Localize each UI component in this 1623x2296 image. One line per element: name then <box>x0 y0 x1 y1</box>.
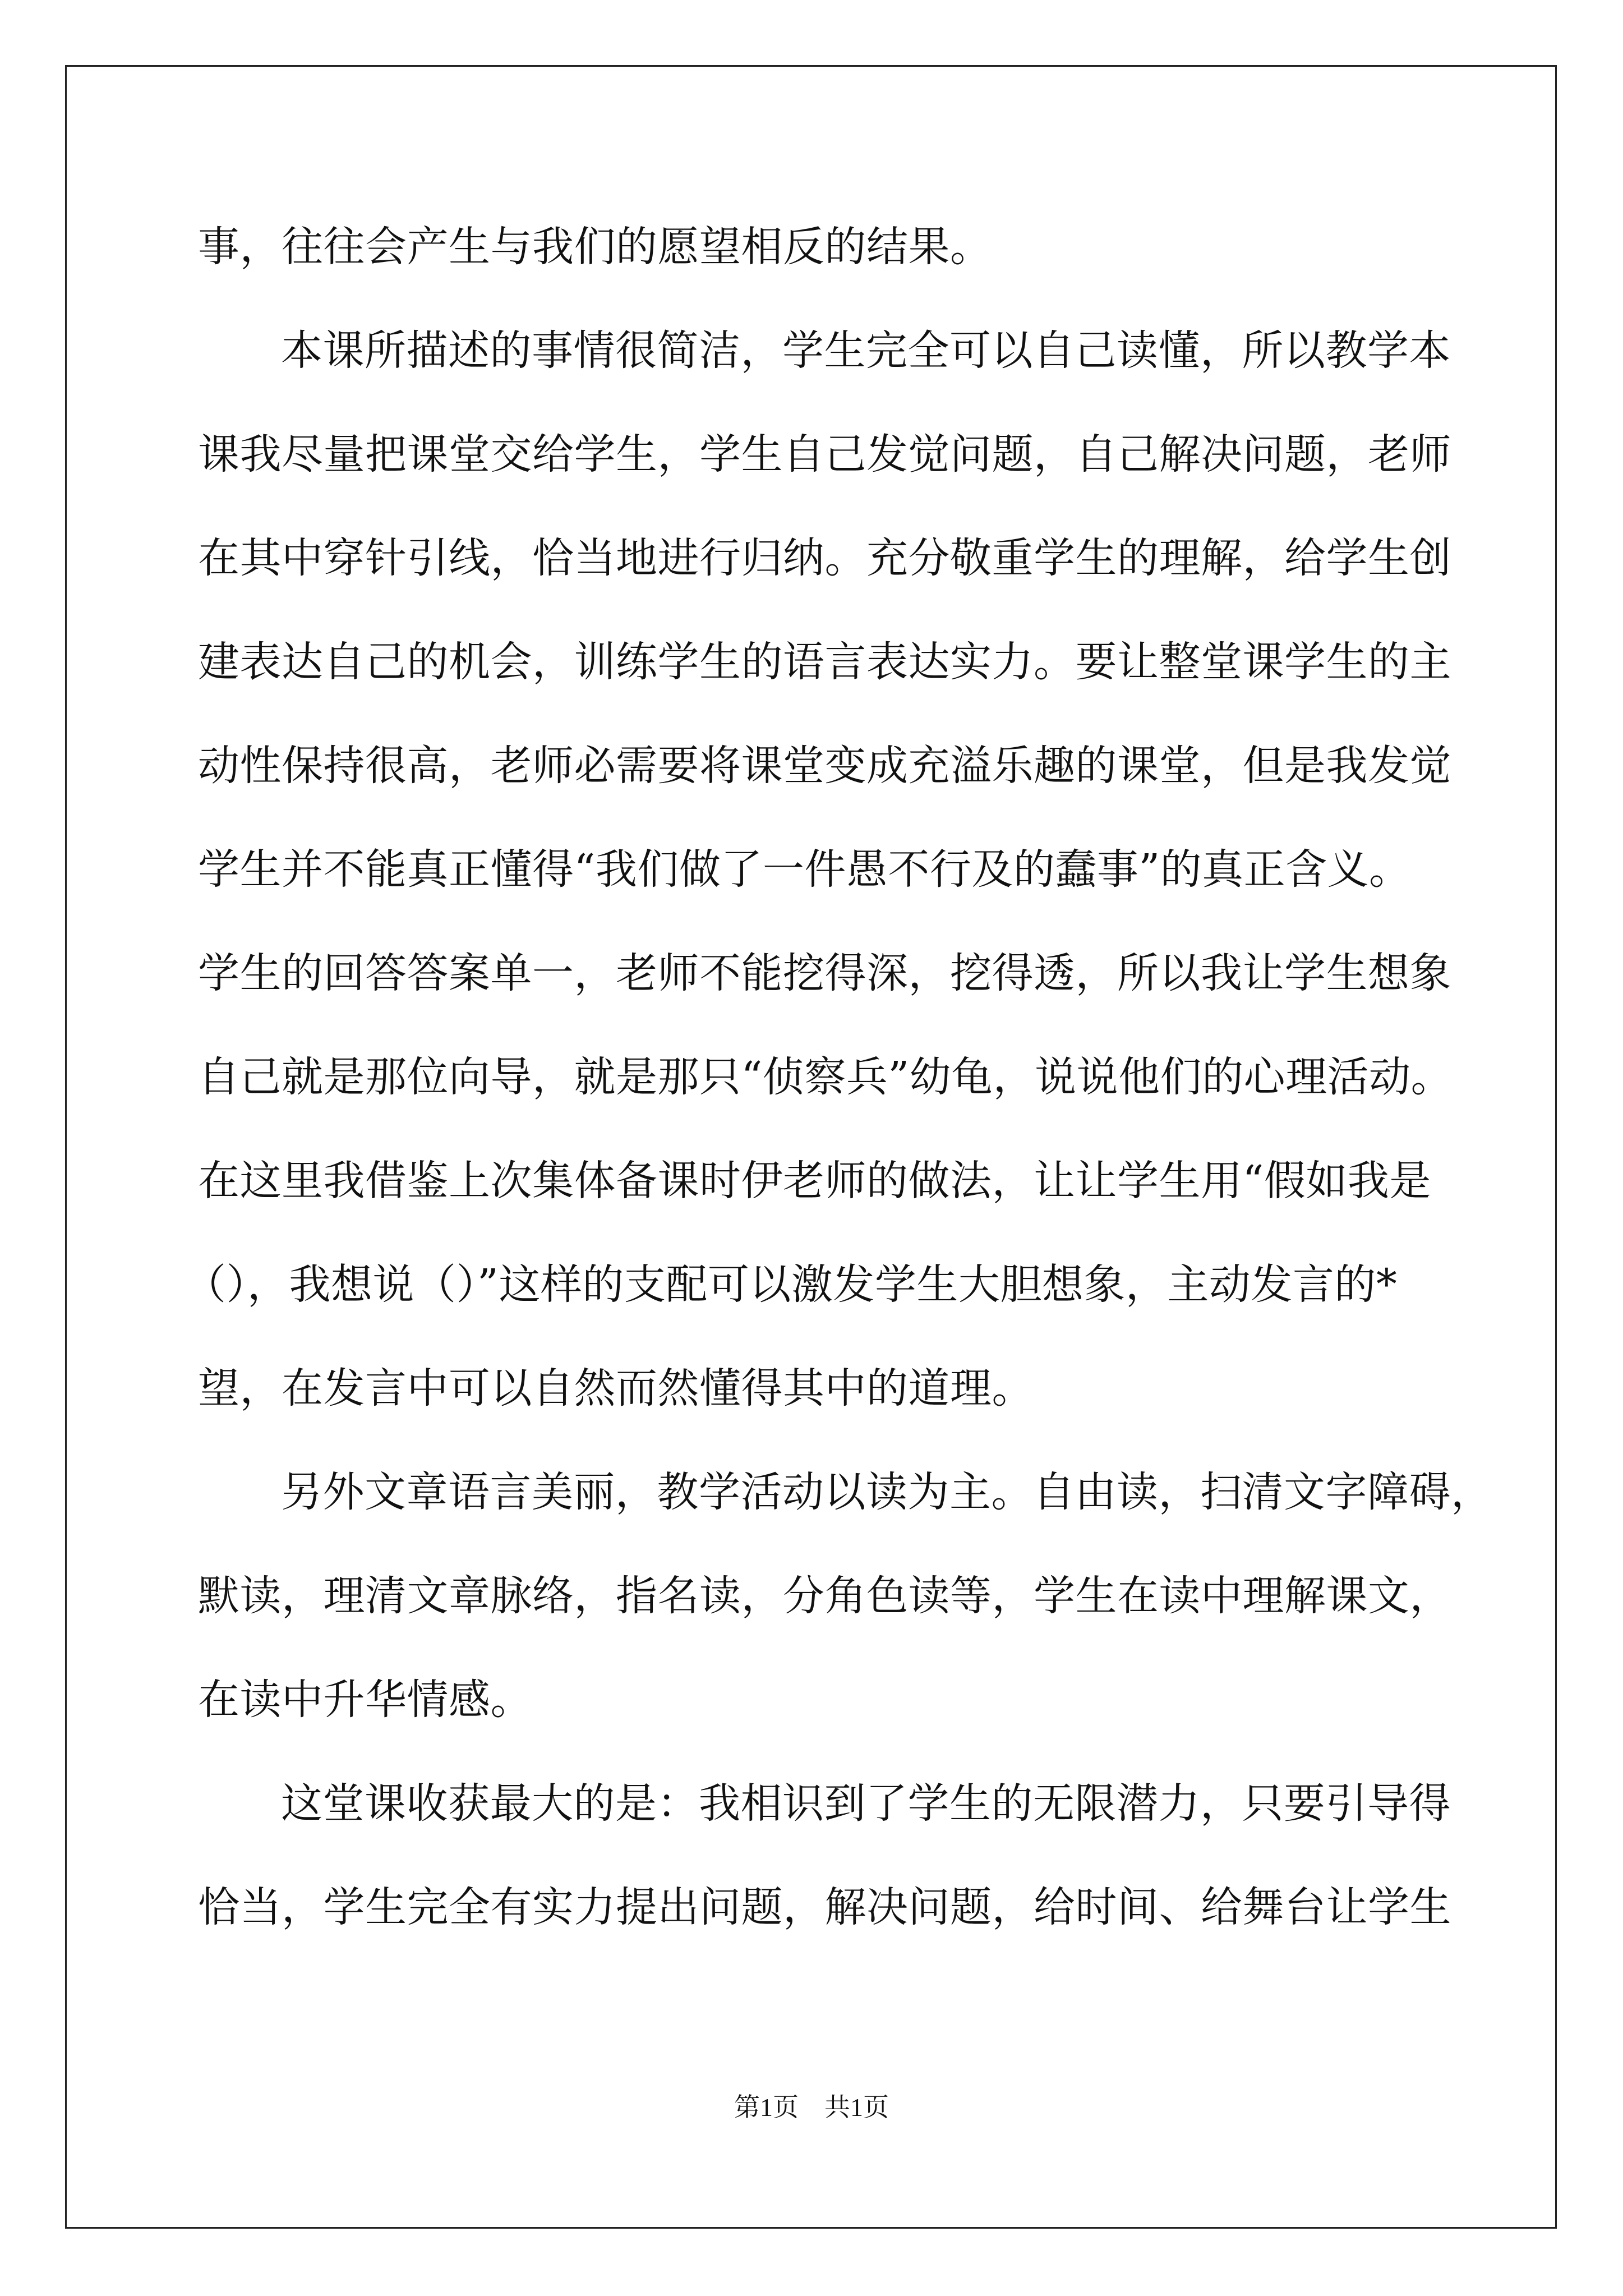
text-line: 事，往往会产生与我们的愿望相反的结果。 <box>198 223 992 271</box>
text-line: 在读中升华情感。 <box>198 1676 532 1724</box>
text-line: 在其中穿针引线，恰当地进行归纳。充分敬重学生的理解，给学生创 <box>198 534 1451 582</box>
text-line: （），我想说（）”这样的支配可以激发学生大胆想象，主动发言的* <box>185 1260 1398 1309</box>
text-line: 默读，理清文章脉络，指名读，分角色读等，学生在读中理解课文， <box>198 1572 1451 1620</box>
text-line: 在这里我借鉴上次集体备课时伊老师的做法，让让学生用“假如我是 <box>198 1157 1431 1205</box>
paragraph-first-line: 另外文章语言美丽，教学活动以读为主。自由读，扫清文字障碍， <box>281 1468 1493 1516</box>
text-line: 建表达自己的机会，训练学生的语言表达实力。要让整堂课学生的主 <box>198 638 1451 686</box>
text-line: 学生并不能真正懂得“我们做了一件愚不行及的蠢事”的真正含义。 <box>198 845 1411 894</box>
text-line: 动性保持很高，老师必需要将课堂变成充溢乐趣的课堂，但是我发觉 <box>198 742 1451 790</box>
text-line: 课我尽量把课堂交给学生，学生自己发觉问题，自己解决问题，老师 <box>198 430 1451 478</box>
text-line: 自己就是那位向导，就是那只“侦察兵”幼龟，说说他们的心理活动。 <box>198 1053 1453 1101</box>
text-line: 恰当，学生完全有实力提出问题，解决问题，给时间、给舞台让学生 <box>198 1883 1451 1931</box>
text-line: 学生的回答答案单一，老师不能挖得深，挖得透，所以我让学生想象 <box>198 949 1451 997</box>
page-number-footer: 第1页 共1页 <box>734 2093 889 2122</box>
paragraph-first-line: 这堂课收获最大的是：我相识到了学生的无限潜力，只要引导得 <box>281 1779 1451 1828</box>
paragraph-first-line: 本课所描述的事情很简洁，学生完全可以自己读懂，所以教学本 <box>281 326 1451 375</box>
text-line: 望，在发言中可以自然而然懂得其中的道理。 <box>198 1364 1034 1412</box>
